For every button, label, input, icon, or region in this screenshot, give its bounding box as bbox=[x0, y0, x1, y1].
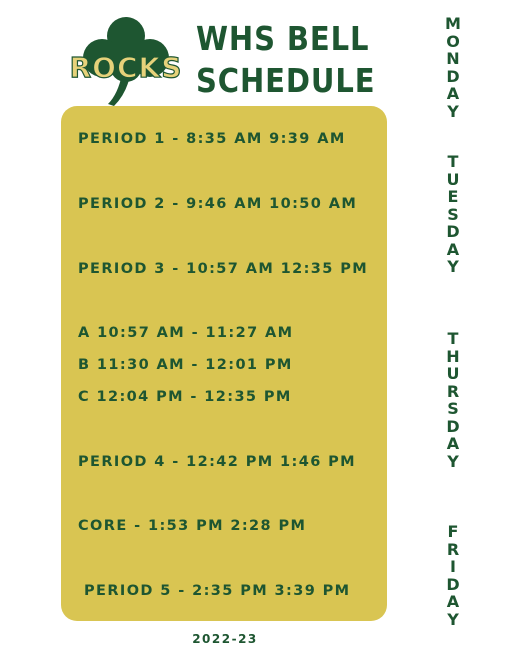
schedule-row: CORE - 1:53 PM 2:28 PM bbox=[78, 518, 307, 534]
day-thursday bbox=[444, 330, 462, 470]
day-letter: R bbox=[446, 381, 460, 401]
day-letter: D bbox=[446, 222, 460, 241]
day-letter: F bbox=[447, 522, 459, 541]
day-letter: A bbox=[446, 84, 460, 103]
school-year: 2022-23 bbox=[192, 632, 258, 646]
day-letter: Y bbox=[447, 609, 459, 629]
logo-text: ROCKS bbox=[69, 51, 183, 84]
day-letter: O bbox=[446, 31, 460, 51]
day-letter: U bbox=[446, 169, 460, 189]
rocks-logo bbox=[66, 14, 186, 106]
schedule-row: B 11:30 AM - 12:01 PM bbox=[78, 357, 293, 373]
day-letter: D bbox=[446, 416, 460, 436]
day-letter: D bbox=[446, 66, 460, 86]
day-letter: S bbox=[447, 204, 459, 224]
shamrock-icon bbox=[66, 14, 186, 106]
day-letter: Y bbox=[447, 451, 459, 471]
day-letter: Y bbox=[447, 257, 459, 276]
schedule-row: A 10:57 AM - 11:27 AM bbox=[78, 325, 294, 341]
day-friday bbox=[444, 523, 462, 628]
day-letter: H bbox=[446, 346, 460, 366]
day-letter: S bbox=[447, 399, 459, 418]
day-letter: A bbox=[446, 239, 460, 259]
schedule-row: C 12:04 PM - 12:35 PM bbox=[78, 389, 292, 405]
day-letter: A bbox=[446, 592, 460, 611]
day-letter: M bbox=[445, 14, 461, 33]
day-letter: I bbox=[450, 557, 456, 576]
day-monday bbox=[444, 15, 462, 120]
day-letter: T bbox=[447, 329, 459, 348]
page-title bbox=[196, 18, 376, 102]
day-letter: N bbox=[446, 49, 460, 68]
schedule-row: PERIOD 1 - 8:35 AM 9:39 AM bbox=[78, 131, 346, 147]
schedule-row: PERIOD 5 - 2:35 PM 3:39 PM bbox=[84, 583, 351, 599]
day-letter: Y bbox=[447, 101, 459, 121]
day-letter: U bbox=[446, 364, 460, 383]
schedule-row: PERIOD 4 - 12:42 PM 1:46 PM bbox=[78, 454, 356, 470]
title-line-2: SCHEDULE bbox=[196, 61, 376, 100]
schedule-row: PERIOD 2 - 9:46 AM 10:50 AM bbox=[78, 196, 358, 212]
day-tuesday bbox=[444, 153, 462, 276]
day-letter: R bbox=[446, 539, 460, 559]
day-letter: D bbox=[446, 574, 460, 594]
title-line-1: WHS BELL bbox=[196, 19, 370, 58]
schedule-row: PERIOD 3 - 10:57 AM 12:35 PM bbox=[78, 261, 369, 277]
day-letter: E bbox=[447, 187, 459, 206]
day-letter: T bbox=[447, 152, 459, 171]
day-letter: A bbox=[446, 434, 460, 453]
